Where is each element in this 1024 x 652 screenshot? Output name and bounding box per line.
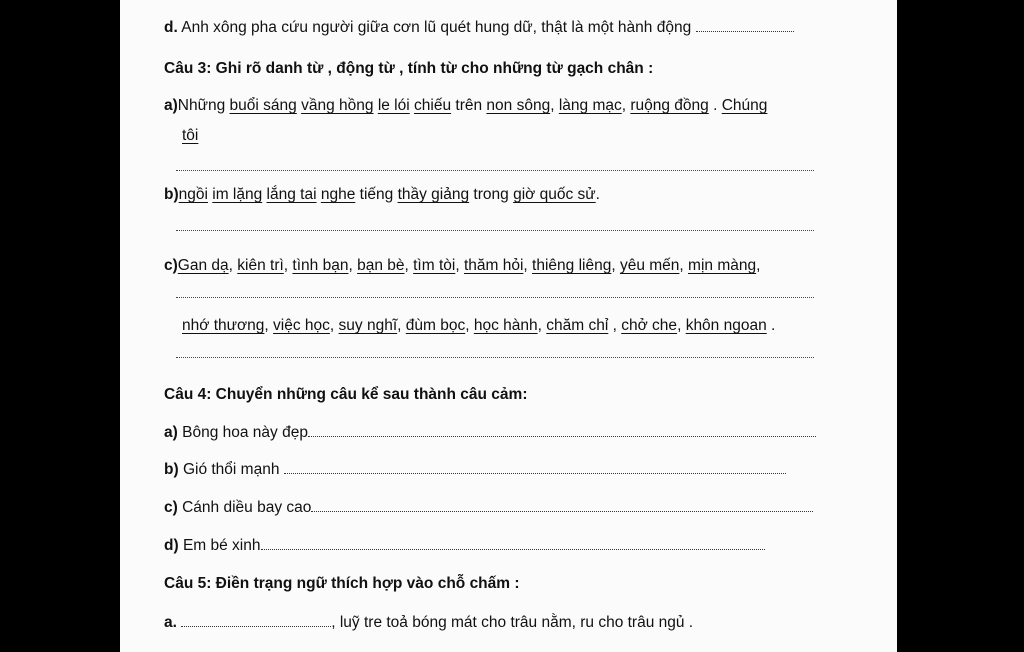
underlined-word: giờ quốc sử <box>513 186 596 203</box>
underlined-word: đùm bọc <box>405 317 466 334</box>
underlined-word: buổi sáng <box>229 97 297 114</box>
underlined-word: nghe <box>320 186 356 203</box>
underlined-word: việc học <box>273 317 330 334</box>
item-label: b) <box>164 186 179 203</box>
answer-line <box>176 297 814 298</box>
item-text: , luỹ tre toả bóng mát cho trâu nằm, ru cho trâu ngủ . <box>331 614 694 631</box>
question-3-heading: Câu 3: Ghi rõ danh từ , động từ , tính từ cho những từ gạch chân : <box>164 60 654 77</box>
underlined-word: vầng hồng <box>301 97 374 114</box>
question-4-heading: Câu 4: Chuyển những câu kể sau thành câu cảm: <box>164 386 528 403</box>
blank-dots <box>308 436 816 437</box>
answer-line <box>176 230 814 231</box>
worksheet-page <box>120 0 897 652</box>
question-5-heading: Câu 5: Điền trạng ngữ thích hợp vào chỗ chấm : <box>164 575 520 592</box>
answer-line <box>176 357 814 358</box>
item-label: d. <box>164 19 178 36</box>
underlined-word: bạn bè <box>357 257 405 274</box>
item-label: b) <box>164 461 179 478</box>
underlined-word: thăm hỏi <box>463 257 524 274</box>
q5-item-a <box>164 615 693 631</box>
underlined-word: tình bạn <box>292 257 349 274</box>
q4-item-b <box>164 462 786 478</box>
blank-dots <box>311 511 813 512</box>
word: Những <box>177 97 226 114</box>
q4-item-a <box>164 425 816 441</box>
underlined-word: Chúng <box>721 97 768 114</box>
underlined-word: tôi <box>182 127 199 144</box>
underlined-word: thầy giảng <box>397 186 470 203</box>
answer-line <box>176 170 814 171</box>
item-label: d) <box>164 537 179 554</box>
q4-item-d <box>164 538 765 554</box>
blank-dots <box>261 549 765 550</box>
underlined-word: mịn màng <box>688 257 757 274</box>
word: tiếng <box>359 186 394 203</box>
q3-c-line2: nhớ thương, việc học, suy nghĩ, đùm bọc, học hành, chăm chỉ , chở che, khôn ngoan . <box>182 317 776 334</box>
item-label: c) <box>164 257 178 274</box>
underlined-word: ngồi <box>178 186 208 203</box>
blank-dots <box>284 473 786 474</box>
item-text: Cánh diều bay cao <box>182 499 312 516</box>
underlined-word: nhớ thương <box>182 317 265 334</box>
underlined-word: ruộng đồng <box>630 97 709 114</box>
underlined-word: chở che <box>621 317 678 334</box>
underlined-word: Gan dạ <box>177 257 229 274</box>
q3-a-line2 <box>182 128 198 144</box>
underlined-word: le lói <box>377 97 410 114</box>
underlined-word: im lặng <box>212 186 263 203</box>
q3-a-line1: a)Những buổi sáng vầng hồng le lói chiếu trên non sông, làng mạc, ruộng đồng . Chúng <box>164 97 768 114</box>
underlined-word: yêu mến <box>619 257 680 274</box>
underlined-word: non sông <box>486 97 551 114</box>
item-text: Anh xông pha cứu người giữa cơn lũ quét hung dữ, thật là một hành động <box>181 19 692 36</box>
blank-dots <box>181 626 331 627</box>
item-label: c) <box>164 499 178 516</box>
q3-b-line: b)ngồi im lặng lắng tai nghe tiếng thầy giảng trong giờ quốc sử. <box>164 186 600 203</box>
exercise-d-line <box>164 20 794 36</box>
underlined-word: làng mạc <box>558 97 622 114</box>
underlined-word: lắng tai <box>266 186 317 203</box>
item-text: Bông hoa này đẹp <box>182 424 308 441</box>
item-label: a) <box>164 424 178 441</box>
underlined-word: chiếu <box>414 97 452 114</box>
underlined-word: khôn ngoan <box>685 317 767 334</box>
underlined-word: chăm chỉ <box>546 317 609 334</box>
q4-item-c <box>164 500 813 516</box>
blank-dots <box>696 31 794 32</box>
item-text: Em bé xinh <box>182 537 261 554</box>
underlined-word: tìm tòi <box>413 257 456 274</box>
item-text: Gió thổi mạnh <box>182 461 280 478</box>
item-label: a. <box>164 614 177 631</box>
word: trong <box>473 186 509 203</box>
underlined-word: thiêng liêng <box>532 257 612 274</box>
word: trên <box>455 97 483 114</box>
underlined-word: học hành <box>473 317 538 334</box>
underlined-word: kiên trì <box>237 257 284 274</box>
item-label: a) <box>164 97 178 114</box>
underlined-word: suy nghĩ <box>338 317 398 334</box>
q3-c-line1: c)Gan dạ, kiên trì, tình bạn, bạn bè, tìm tòi, thăm hỏi, thiêng liêng, yêu mến, mịn màng, <box>164 257 761 274</box>
